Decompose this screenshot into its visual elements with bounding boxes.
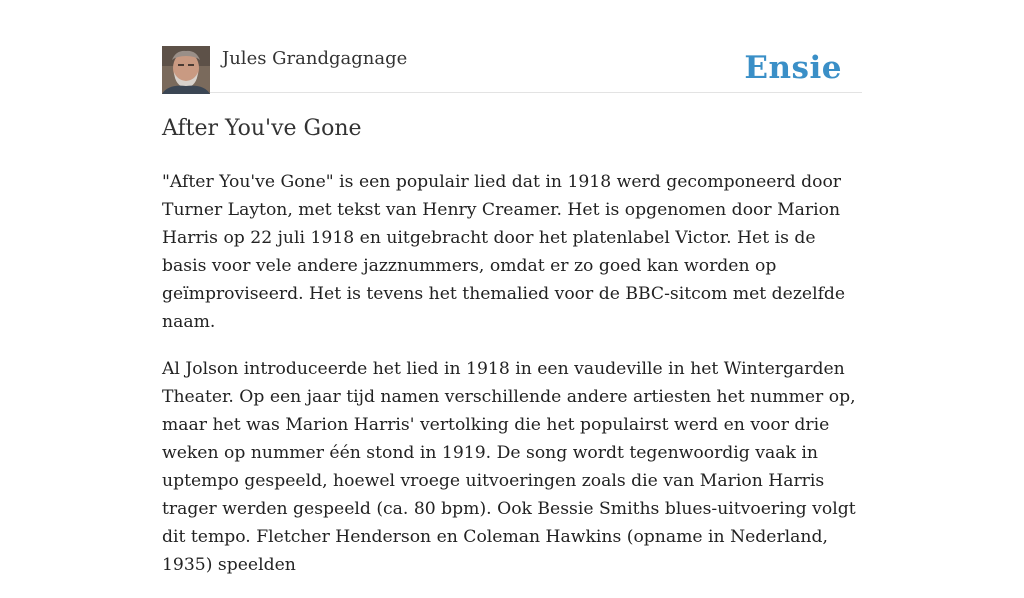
author-name[interactable]: Jules Grandgagnage bbox=[222, 48, 408, 69]
article-paragraph: "After You've Gone" is een populair lied dat in 1918 werd gecomponeerd door Turner Layton, met tekst van Henry Creamer. Het is opgenomen door Marion Harris op 22 juli 1918 en uitgebracht door het platenlabel Victor. Het is de basis voor vele andere jazznummers, omdat er zo goed kan worden op geïmproviseerd. Het is tevens het themalied voor de BBC-sitcom met dezelfde naam. bbox=[162, 172, 846, 332]
article-body bbox=[162, 168, 862, 598]
article-paragraph: Al Jolson introduceerde het lied in 1918 in een vaudeville in het Wintergarden Theater. Op een jaar tijd namen verschillende andere artiesten het nummer op, maar het was Marion Harris' vertolking die het populairst werd en voor drie weken op nummer één stond in 1919. De song wordt tegenwoordig vaak in uptempo gespeeld, hoewel vroege uitvoeringen zoals die van Marion Harris trager werden gespeeld (ca. 80 bpm). Ook Bessie Smiths blues-uitvoering volgt dit tempo. Fletcher Henderson en Coleman Hawkins (opname in Nederland, 1935) speelden bbox=[162, 359, 856, 575]
author-avatar[interactable] bbox=[162, 46, 210, 94]
brand-logo[interactable]: Ensie bbox=[744, 50, 842, 86]
author-photo bbox=[162, 46, 210, 94]
article-title: After You've Gone bbox=[162, 116, 362, 141]
page-header bbox=[162, 46, 862, 93]
